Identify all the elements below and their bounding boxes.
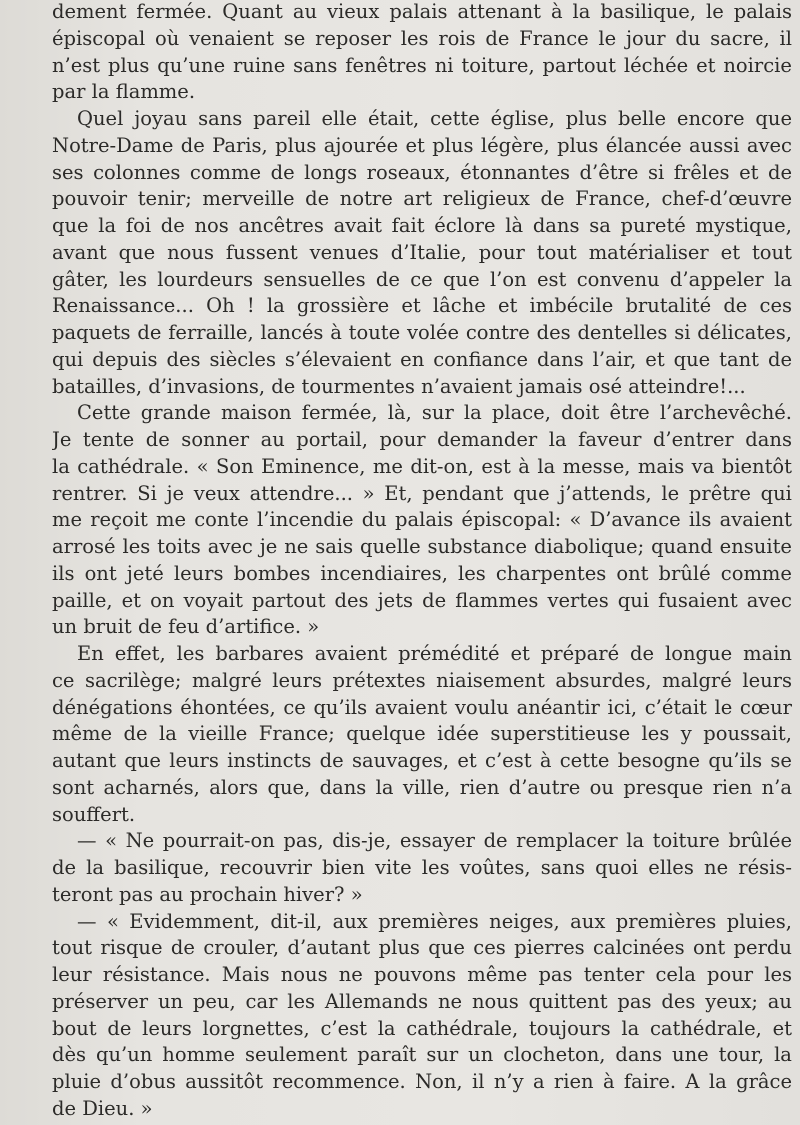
text-line: [52, 53, 792, 80]
text-line-content: tout risque de crouler, d’autant plus que ces pierres calcinées ont perdu: [52, 936, 792, 960]
text-line: [52, 293, 792, 320]
text-line: [52, 588, 792, 615]
text-line-content: pouvoir tenir; merveille de notre art religieux de France, chef-d’œuvre: [52, 187, 792, 211]
text-line: [52, 989, 792, 1016]
text-line-content: qui depuis des siècles s’élevaient en confiance dans l’air, et que tant de: [52, 347, 792, 371]
text-line: [52, 160, 792, 187]
text-line-content: paille, et on voyait partout des jets de flammes vertes qui fusaient avec: [52, 588, 792, 612]
text-line-content: sont acharnés, alors que, dans la ville, rien d’autre ou presque rien n’a: [52, 775, 792, 799]
text-line: [52, 507, 792, 534]
text-line-content: la cathédrale. « Son Eminence, me dit-on, est à la messe, mais va bientôt: [52, 454, 792, 478]
text-line-content: autant que leurs instincts de sauvages, et c’est à cette besogne qu’ils se: [52, 749, 792, 772]
text-line-content: Je tente de sonner au portail, pour demander la faveur d’entrer dans: [52, 428, 792, 451]
text-line: [52, 935, 792, 962]
text-line: [52, 1096, 792, 1123]
text-line: [52, 561, 792, 588]
text-line-content: rentrer. Si je veux attendre... » Et, pendant que j’attends, le prêtre qui: [52, 481, 792, 505]
text-line: [52, 0, 792, 26]
text-line-content: Notre-Dame de Paris, plus ajourée et plus légère, plus élancée aussi avec: [52, 133, 792, 157]
text-line-content: souffert.: [52, 802, 136, 826]
text-line: [52, 213, 792, 240]
text-line-content: Quel joyau sans pareil elle était, cette église, plus belle encore que: [77, 107, 792, 130]
text-line-content: n’est plus qu’une ruine sans fenêtres ni toiture, partout léchée et noircie: [52, 53, 792, 77]
text-line: [52, 1042, 792, 1069]
text-line: [52, 909, 792, 936]
text-line: [52, 186, 792, 213]
text-line: [52, 721, 792, 748]
text-line: [52, 828, 792, 855]
text-line: [52, 26, 792, 53]
text-line: [52, 855, 792, 882]
body-text: [52, 0, 792, 1123]
text-line: [52, 534, 792, 561]
text-line: [52, 748, 792, 775]
text-line: [52, 267, 792, 294]
text-line-content: de Dieu. »: [52, 1096, 153, 1120]
text-line-content: paquets de ferraille, lancés à toute volée contre des dentelles si délicates,: [52, 321, 792, 344]
text-line: [52, 347, 792, 374]
text-line: [52, 962, 792, 989]
text-line-content: par la flamme.: [52, 80, 196, 104]
text-line: [52, 133, 792, 160]
text-line-content: — « Evidemment, dit-il, aux premières neiges, aux premières pluies,: [77, 909, 792, 933]
text-line-content: teront pas au prochain hiver? »: [52, 882, 363, 906]
text-line: [52, 641, 792, 668]
text-line: [52, 668, 792, 695]
text-line-content: pluie d’obus aussitôt recommence. Non, il n’y a rien à faire. A la grâce: [52, 1070, 792, 1093]
text-line: [52, 106, 792, 133]
text-line-content: gâter, les lourdeurs sensuelles de ce que l’on est convenu d’appeler la: [52, 267, 792, 291]
text-line-content: me reçoit me conte l’incendie du palais épiscopal: « D’avance ils avaient: [52, 508, 792, 532]
text-line-content: que la foi de nos ancêtres avait fait éclore là dans sa pureté mystique,: [52, 214, 792, 237]
text-line-content: batailles, d’invasions, de tourmentes n’avaient jamais osé atteindre!...: [52, 374, 746, 398]
text-line: [52, 775, 792, 802]
text-line: [52, 882, 792, 909]
text-line-content: avant que nous fussent venues d’Italie, pour tout matérialiser et tout: [52, 240, 792, 264]
text-line: [52, 614, 792, 641]
text-line-content: — « Ne pourrait-on pas, dis-je, essayer de remplacer la toiture brûlée: [77, 829, 792, 853]
text-line-content: ils ont jeté leurs bombes incendiaires, les charpentes ont brûlé comme: [52, 561, 792, 585]
text-line-content: arrosé les toits avec je ne sais quelle substance diabolique; quand ensuite: [52, 535, 792, 558]
text-line: [52, 320, 792, 347]
text-line: [52, 695, 792, 722]
text-line: [52, 79, 792, 106]
text-line-content: ses colonnes comme de longs roseaux, étonnantes d’être si frêles et de: [52, 160, 792, 184]
text-line-content: leur résistance. Mais nous ne pouvons même pas tenter cela pour les: [52, 963, 792, 986]
text-line-content: un bruit de feu d’artifice. »: [52, 615, 320, 639]
text-line-content: dénégations éhontées, ce qu’ils avaient voulu anéantir ici, c’était le cœur: [52, 695, 792, 719]
text-line-content: dès qu’un homme seulement paraît sur un clocheton, dans une tour, la: [52, 1043, 792, 1067]
text-line-content: de la basilique, recouvrir bien vite les voûtes, sans quoi elles ne résis-: [52, 856, 792, 879]
text-line-content: dement fermée. Quant au vieux palais attenant à la basilique, le palais: [52, 0, 792, 23]
text-line-content: En effet, les barbares avaient prémédité et préparé de longue main: [77, 642, 792, 665]
text-line-content: ce sacrilège; malgré leurs prétextes niaisement absurdes, malgré leurs: [52, 668, 792, 692]
text-line-content: préserver un peu, car les Allemands ne nous quittent pas des yeux; au: [52, 989, 792, 1013]
text-line: [52, 1016, 792, 1043]
text-line: [52, 454, 792, 481]
text-line: [52, 427, 792, 454]
text-line-content: bout de leurs lorgnettes, c’est la cathédrale, toujours la cathédrale, et: [52, 1016, 792, 1040]
text-line-content: Cette grande maison fermée, là, sur la place, doit être l’archevêché.: [77, 401, 792, 425]
text-line: [52, 481, 792, 508]
text-line: [52, 400, 792, 427]
text-line-content: épiscopal où venaient se reposer les rois de France le jour du sacre, il: [52, 26, 792, 50]
text-line: [52, 802, 792, 829]
text-line-content: Renaissance... Oh ! la grossière et lâche et imbécile brutalité de ces: [52, 294, 792, 318]
text-line-content: même de la vieille France; quelque idée superstitieuse les y poussait,: [52, 722, 792, 746]
text-line: [52, 374, 792, 401]
text-line: [52, 1069, 792, 1096]
text-line: [52, 240, 792, 267]
